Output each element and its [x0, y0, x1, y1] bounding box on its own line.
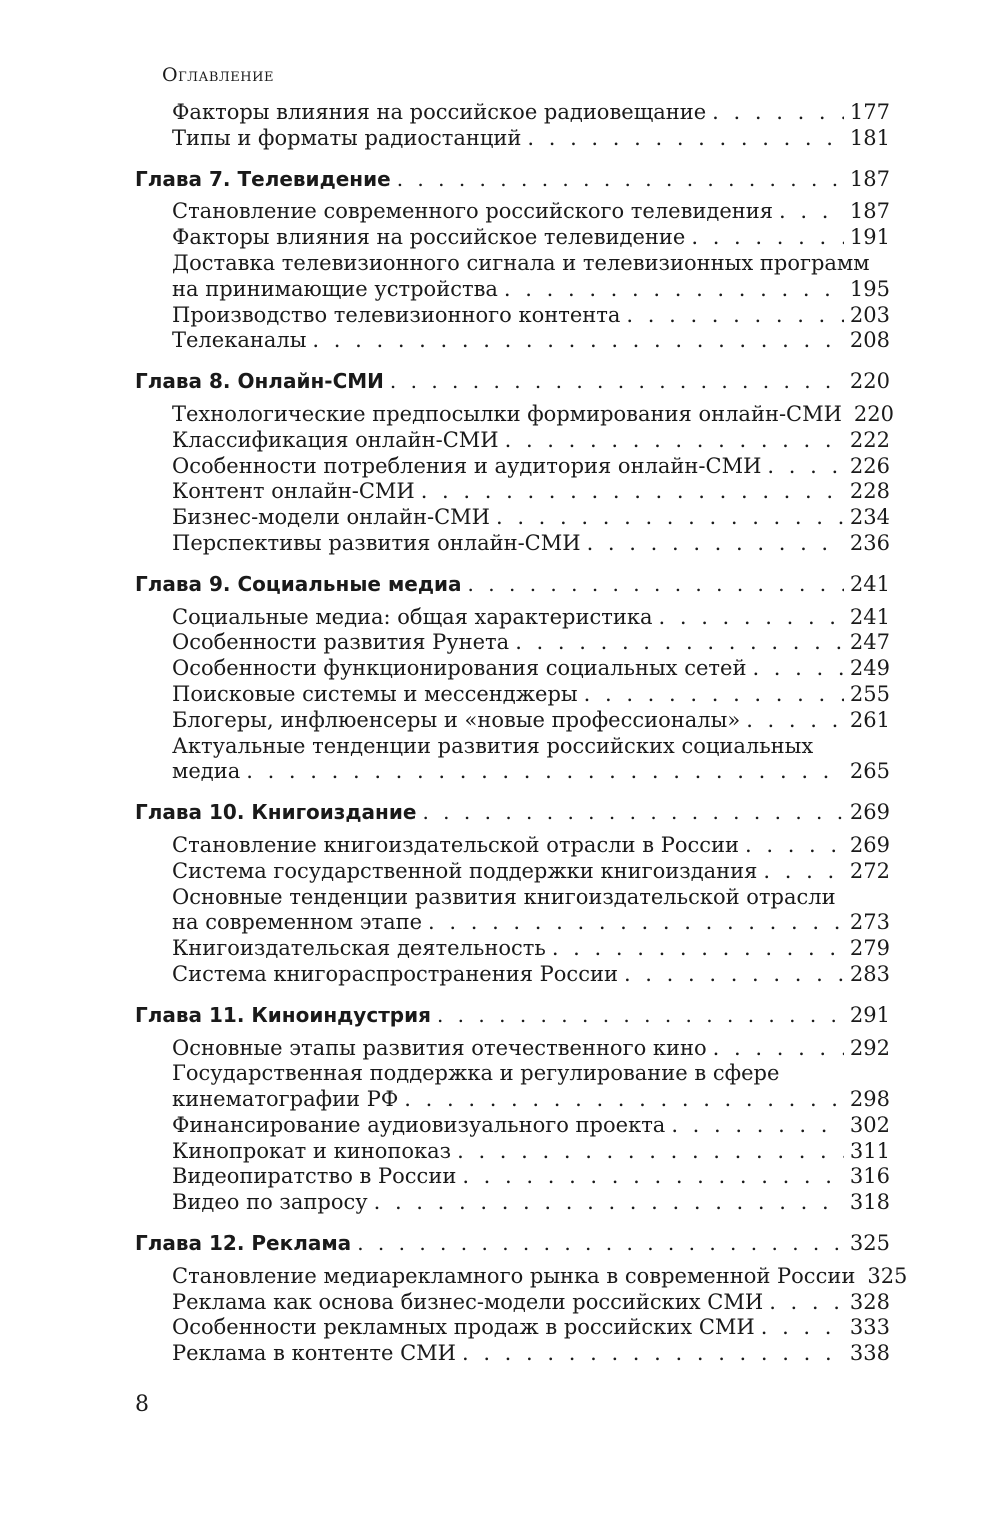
toc-entry-title: Особенности рекламных продаж в российских СМИ	[172, 1315, 755, 1340]
toc-entry-page: 220	[853, 401, 895, 426]
toc-entry-title: Поисковые системы и мессенджеры	[172, 681, 578, 706]
toc-entry	[172, 962, 890, 988]
toc-entry-page: 283	[849, 961, 890, 986]
toc-entry	[172, 199, 890, 225]
toc-entry-title: Бизнес-модели онлайн-СМИ	[172, 505, 490, 530]
toc-entry-page: 333	[849, 1315, 890, 1340]
toc-entry-title: Видео по запросу	[172, 1190, 368, 1215]
toc-entry-page: 208	[849, 328, 890, 353]
table-of-contents	[135, 100, 908, 1367]
dot-leader	[462, 1164, 844, 1190]
toc-entry-page: 236	[849, 530, 890, 555]
toc-entry-title: Реклама как основа бизнес-модели российских СМИ	[172, 1289, 764, 1314]
toc-entry-page: 181	[849, 125, 890, 150]
toc-entry	[172, 1341, 890, 1367]
toc-entry-title: Система книгораспространения России	[172, 961, 618, 986]
dot-leader	[624, 962, 844, 988]
toc-entry-title: Становление современного российского телевидения	[172, 199, 774, 224]
toc-entry	[172, 656, 890, 682]
dot-leader	[779, 199, 844, 225]
toc-entry	[172, 401, 895, 428]
dot-leader	[745, 833, 844, 859]
toc-entry-page: 187	[849, 199, 890, 224]
toc-entry-page: 338	[849, 1341, 890, 1366]
dot-leader	[428, 910, 844, 936]
chapter-entry-page: 325	[849, 1231, 890, 1256]
toc-entry-title: Технологические предпосылки формирования онлайн-СМИ	[172, 401, 842, 426]
toc-entry	[172, 1263, 908, 1290]
toc-entry-page: 269	[849, 832, 890, 857]
chapter-entry-title: Глава 12. Реклама	[135, 1231, 352, 1256]
toc-entry-page: 241	[849, 604, 890, 629]
dot-leader	[752, 656, 843, 682]
dot-leader	[691, 225, 844, 251]
dot-leader	[357, 1231, 844, 1257]
toc-entry-title: Производство телевизионного контента	[172, 302, 621, 327]
toc-entry	[172, 505, 890, 531]
toc-entry	[172, 225, 890, 251]
dot-leader	[457, 1139, 844, 1165]
toc-entry	[172, 1290, 890, 1316]
toc-entry	[172, 1036, 890, 1062]
dot-leader	[671, 1113, 844, 1139]
toc-entry-title: Перспективы развития онлайн-СМИ	[172, 530, 581, 555]
toc-entry-page: 265	[849, 759, 890, 784]
dot-leader	[515, 630, 844, 656]
dot-leader	[374, 1190, 844, 1216]
toc-entry-page: 298	[849, 1087, 890, 1112]
toc-entry	[172, 1315, 890, 1341]
dot-leader	[761, 1315, 844, 1341]
toc-entry	[172, 708, 890, 734]
dot-leader	[584, 682, 844, 708]
dot-leader	[437, 1003, 844, 1029]
toc-entry	[172, 428, 890, 454]
toc-entry-page: 328	[849, 1289, 890, 1314]
toc-entry-title: Становление книгоиздательской отрасли в России	[172, 832, 739, 857]
page-number: 8	[135, 1392, 149, 1417]
toc-entry-page: 255	[849, 681, 890, 706]
toc-entry	[172, 126, 890, 152]
dot-leader	[404, 1087, 844, 1113]
dot-leader	[713, 1036, 844, 1062]
toc-entry-page: 222	[849, 427, 890, 452]
toc-entry-page: 226	[849, 453, 890, 478]
toc-entry-line: Актуальные тенденции развития российских социальных	[172, 733, 814, 758]
toc-entry-page: 234	[849, 505, 890, 530]
toc-entry	[172, 531, 890, 557]
toc-entry-page: 191	[849, 225, 890, 250]
toc-entry-page: 273	[849, 910, 890, 935]
toc-entry	[172, 630, 890, 656]
toc-entry-title: Особенности развития Рунета	[172, 630, 510, 655]
dot-leader	[397, 167, 844, 193]
toc-entry-title: на принимающие устройства	[172, 276, 498, 301]
dot-leader	[626, 303, 844, 329]
chapter-entry	[135, 1003, 890, 1029]
toc-entry	[172, 328, 890, 354]
toc-entry	[172, 1087, 890, 1113]
dot-leader	[496, 505, 844, 531]
dot-leader	[769, 1290, 844, 1316]
toc-entry-page: 272	[849, 858, 890, 883]
toc-entry-page: 302	[849, 1112, 890, 1137]
toc-entry	[172, 454, 890, 480]
dot-leader	[505, 428, 844, 454]
toc-entry-line: Доставка телевизионного сигнала и телевизионных программ	[172, 250, 870, 275]
toc-entry-page: 325	[867, 1263, 908, 1288]
chapter-entry-page: 291	[849, 1002, 890, 1027]
toc-entry-title: на современном этапе	[172, 910, 423, 935]
dot-leader	[527, 126, 844, 152]
dot-leader	[421, 479, 844, 505]
toc-entry-page: 195	[849, 276, 890, 301]
dot-leader	[390, 369, 844, 395]
toc-entry	[172, 1139, 890, 1165]
chapter-entry-title: Глава 10. Книгоиздание	[135, 800, 417, 825]
toc-entry-page: 228	[849, 479, 890, 504]
toc-entry	[172, 100, 890, 126]
chapter-entry	[135, 167, 890, 193]
chapter-entry-title: Глава 7. Телевидение	[135, 166, 391, 191]
dot-leader	[587, 531, 844, 557]
dot-leader	[767, 454, 844, 480]
chapter-entry-page: 269	[849, 800, 890, 825]
chapter-entry-page: 241	[849, 571, 890, 596]
toc-entry-title: Факторы влияния на российское телевидение	[172, 225, 686, 250]
dot-leader	[246, 759, 844, 785]
toc-entry-page: 247	[849, 630, 890, 655]
toc-entry	[172, 1164, 890, 1190]
toc-entry-title: Классификация онлайн-СМИ	[172, 427, 499, 452]
toc-entry	[172, 910, 890, 936]
toc-entry-title: Видеопиратство в России	[172, 1164, 457, 1189]
toc-entry	[172, 277, 890, 303]
chapter-entry	[135, 369, 890, 395]
toc-entry-title: медиа	[172, 759, 241, 784]
toc-entry-title: Социальные медиа: общая характеристика	[172, 604, 653, 629]
dot-leader	[746, 708, 844, 734]
toc-entry	[172, 1113, 890, 1139]
chapter-entry-page: 220	[849, 369, 890, 394]
chapter-entry-title: Глава 8. Онлайн-СМИ	[135, 369, 384, 394]
dot-leader	[504, 277, 844, 303]
toc-entry-title: Финансирование аудиовизуального проекта	[172, 1112, 666, 1137]
toc-entry-page: 249	[849, 656, 890, 681]
dot-leader	[659, 605, 844, 631]
chapter-entry-title: Глава 11. Киноиндустрия	[135, 1002, 431, 1027]
toc-entry-title: Реклама в контенте СМИ	[172, 1341, 456, 1366]
toc-entry-title: Телеканалы	[172, 328, 307, 353]
toc-entry	[172, 936, 890, 962]
toc-entry	[172, 759, 890, 785]
chapter-entry	[135, 800, 890, 826]
toc-entry	[172, 1190, 890, 1216]
toc-entry-line: Основные тенденции развития книгоиздательской отрасли	[172, 884, 836, 909]
toc-entry	[172, 605, 890, 631]
toc-entry-title: кинематографии РФ	[172, 1087, 399, 1112]
toc-entry-title: Основные этапы развития отечественного кино	[172, 1035, 707, 1060]
dot-leader	[422, 800, 843, 826]
toc-entry-page: 292	[849, 1035, 890, 1060]
toc-entry	[172, 479, 890, 505]
toc-entry-title: Типы и форматы радиостанций	[172, 125, 522, 150]
toc-entry-page: 279	[849, 936, 890, 961]
toc-entry-title: Контент онлайн-СМИ	[172, 479, 415, 504]
running-head: Оглавление	[162, 64, 274, 86]
toc-entry-line: Государственная поддержка и регулирование в сфере	[172, 1061, 780, 1086]
toc-entry-title: Особенности потребления и аудитория онлайн-СМИ	[172, 453, 762, 478]
toc-entry-page: 261	[849, 707, 890, 732]
chapter-entry	[135, 1231, 890, 1257]
toc-entry	[172, 303, 890, 329]
chapter-entry	[135, 572, 890, 598]
toc-entry-title: Факторы влияния на российское радиовещание	[172, 100, 707, 124]
toc-entry-title: Особенности функционирования социальных сетей	[172, 656, 747, 681]
dot-leader	[468, 572, 844, 598]
toc-entry	[172, 833, 890, 859]
toc-entry-page: 311	[849, 1138, 890, 1163]
toc-entry-page: 177	[849, 100, 890, 124]
toc-entry-title: Блогеры, инфлюенсеры и «новые профессионалы»	[172, 707, 741, 732]
toc-entry	[172, 859, 890, 885]
toc-entry-title: Система государственной поддержки книгоиздания	[172, 858, 758, 883]
chapter-entry-title: Глава 9. Социальные медиа	[135, 571, 462, 596]
dot-leader	[552, 936, 844, 962]
dot-leader	[462, 1341, 844, 1367]
toc-entry-title: Книгоиздательская деятельность	[172, 936, 546, 961]
dot-leader	[312, 328, 843, 354]
toc-entry-title: Кинопрокат и кинопоказ	[172, 1138, 452, 1163]
dot-leader	[763, 859, 844, 885]
toc-entry-page: 203	[849, 302, 890, 327]
toc-entry	[172, 682, 890, 708]
dot-leader	[712, 100, 844, 126]
toc-entry-page: 316	[849, 1164, 890, 1189]
toc-entry-page: 318	[849, 1190, 890, 1215]
chapter-entry-page: 187	[849, 166, 890, 191]
toc-entry-title: Становление медиарекламного рынка в современной России	[172, 1263, 856, 1288]
